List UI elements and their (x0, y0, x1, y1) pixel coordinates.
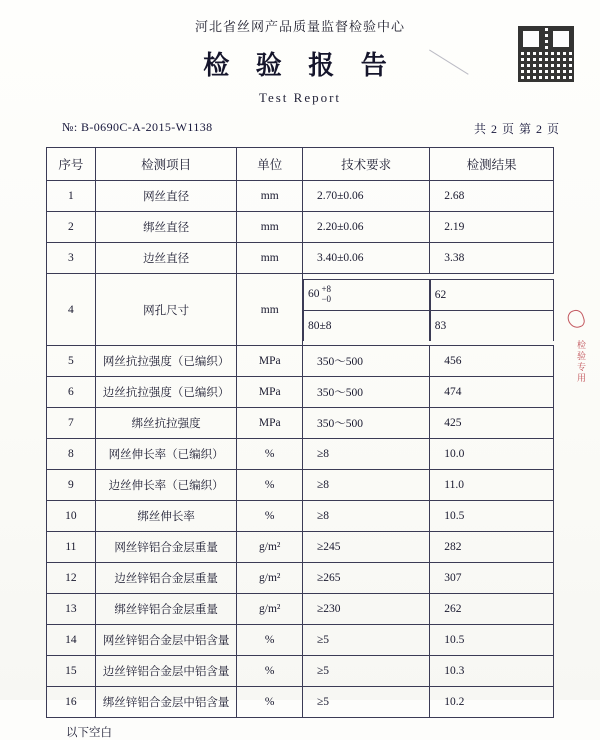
cell-requirement: ≥8 (302, 470, 429, 501)
cell-result: 474 (430, 377, 554, 408)
cell-result-bottom: 83 (430, 310, 553, 341)
cell-requirement: 3.40±0.06 (302, 243, 429, 274)
cell-unit: g/m² (237, 563, 303, 594)
cell-requirement: ≥8 (302, 439, 429, 470)
table-row (47, 563, 554, 594)
cell-no: 10 (47, 501, 96, 532)
cell-item: 绑丝锌铝合金层重量 (95, 594, 237, 625)
cell-requirement: 2.20±0.06 (302, 212, 429, 243)
cell-no: 15 (47, 656, 96, 687)
cell-requirement-bottom: 80±8 (303, 310, 429, 341)
cell-unit: % (237, 687, 303, 718)
cell-item: 边丝锌铝合金层重量 (95, 563, 237, 594)
cell-item: 边丝直径 (95, 243, 237, 274)
requirement-base-value: 60 (307, 288, 320, 301)
cell-unit: mm (237, 212, 303, 243)
page-title: 检 验 报 告 (203, 51, 397, 80)
table-row (47, 687, 554, 718)
cell-requirement: ≥5 (302, 656, 429, 687)
cell-no: 16 (47, 687, 96, 718)
cell-no: 1 (47, 181, 96, 212)
cell-result: 282 (430, 532, 554, 563)
cell-unit: g/m² (237, 532, 303, 563)
table-row-split (47, 274, 554, 346)
cell-result: 2.68 (430, 181, 554, 212)
cell-unit: % (237, 470, 303, 501)
footer-note: 以下空白 (66, 727, 112, 739)
cell-item: 网丝直径 (95, 181, 237, 212)
column-header-result: 检测结果 (430, 148, 554, 181)
table-row (47, 181, 554, 212)
cell-result: 307 (430, 563, 554, 594)
report-meta (62, 120, 560, 137)
table-row (47, 439, 554, 470)
cell-requirement: 350～500 (302, 408, 429, 439)
cell-result-split (430, 274, 554, 346)
cell-no: 4 (47, 274, 96, 346)
cell-no: 3 (47, 243, 96, 274)
cell-unit: mm (237, 181, 303, 212)
cell-result-top: 62 (430, 279, 553, 310)
cell-requirement-top (303, 279, 429, 310)
cell-requirement: ≥8 (302, 501, 429, 532)
cell-item: 网孔尺寸 (95, 274, 237, 346)
cell-no: 13 (47, 594, 96, 625)
cell-no: 14 (47, 625, 96, 656)
cell-result: 425 (430, 408, 554, 439)
page-subtitle: Test Report (258, 90, 342, 105)
table-row (47, 501, 554, 532)
cell-item: 网丝锌铝合金层重量 (95, 532, 237, 563)
cell-item: 边丝伸长率（已编织） (95, 470, 237, 501)
cell-unit: mm (237, 243, 303, 274)
requirement-upper-tolerance: +8 (321, 284, 332, 295)
cell-requirement: ≥265 (302, 563, 429, 594)
cell-no: 8 (47, 439, 96, 470)
red-scribble-mark (566, 308, 587, 330)
cell-requirement-split (302, 274, 429, 346)
cell-unit: MPa (237, 377, 303, 408)
cell-requirement: 350～500 (302, 377, 429, 408)
table-row (47, 212, 554, 243)
cell-unit: MPa (237, 346, 303, 377)
cell-requirement: ≥5 (302, 687, 429, 718)
cell-item: 网丝抗拉强度（已编织） (95, 346, 237, 377)
cell-item: 边丝锌铝合金层中铝含量 (95, 656, 237, 687)
cell-no: 6 (47, 377, 96, 408)
cell-item: 网丝锌铝合金层中铝含量 (95, 625, 237, 656)
cell-requirement: ≥230 (302, 594, 429, 625)
cell-result: 262 (430, 594, 554, 625)
column-header-item: 检测项目 (95, 148, 237, 181)
issuing-organization: 河北省丝网产品质量监督检验中心 (194, 19, 405, 34)
cell-unit: MPa (237, 408, 303, 439)
cell-no: 11 (47, 532, 96, 563)
table-row (47, 594, 554, 625)
cell-result: 3.38 (430, 243, 554, 274)
cell-unit: % (237, 625, 303, 656)
table-row (47, 470, 554, 501)
cell-result: 11.0 (430, 470, 554, 501)
cell-result: 10.3 (430, 656, 554, 687)
cell-unit: mm (237, 274, 303, 346)
cell-result: 10.0 (430, 439, 554, 470)
table-row (47, 532, 554, 563)
cell-item: 绑丝伸长率 (95, 501, 237, 532)
cell-item: 边丝抗拉强度（已编织） (95, 377, 237, 408)
cell-result: 10.2 (430, 687, 554, 718)
table-header-row (47, 148, 554, 181)
cell-item: 网丝伸长率（已编织） (95, 439, 237, 470)
cell-no: 2 (47, 212, 96, 243)
table-row (47, 408, 554, 439)
cell-item: 绑丝锌铝合金层中铝含量 (95, 687, 237, 718)
cell-result: 10.5 (430, 625, 554, 656)
column-header-unit: 单位 (237, 148, 303, 181)
cell-requirement: ≥5 (302, 625, 429, 656)
report-number: №: B-0690C-A-2015-W1138 (62, 120, 213, 134)
table-row (47, 656, 554, 687)
cell-no: 9 (47, 470, 96, 501)
cell-result: 10.5 (430, 501, 554, 532)
cell-result: 2.19 (430, 212, 554, 243)
cell-requirement: 350～500 (302, 346, 429, 377)
cell-result: 456 (430, 346, 554, 377)
cell-requirement: ≥245 (302, 532, 429, 563)
cell-requirement: 2.70±0.06 (302, 181, 429, 212)
requirement-lower-tolerance: −0 (321, 293, 332, 304)
cell-unit: g/m² (237, 594, 303, 625)
table-row (47, 346, 554, 377)
qr-code-icon (518, 26, 574, 82)
table-row (47, 377, 554, 408)
table-row (47, 625, 554, 656)
cell-no: 5 (47, 346, 96, 377)
cell-unit: % (237, 501, 303, 532)
red-side-annotation: 检验专用 (576, 340, 586, 384)
table-row (47, 243, 554, 274)
cell-unit: % (237, 656, 303, 687)
column-header-requirement: 技术要求 (302, 148, 429, 181)
column-header-no: 序号 (47, 148, 96, 181)
cell-item: 绑丝直径 (95, 212, 237, 243)
results-table (46, 147, 554, 718)
cell-no: 7 (47, 408, 96, 439)
cell-unit: % (237, 439, 303, 470)
page-count: 共 2 页 第 2 页 (473, 122, 560, 136)
cell-item: 绑丝抗拉强度 (95, 408, 237, 439)
cell-no: 12 (47, 563, 96, 594)
